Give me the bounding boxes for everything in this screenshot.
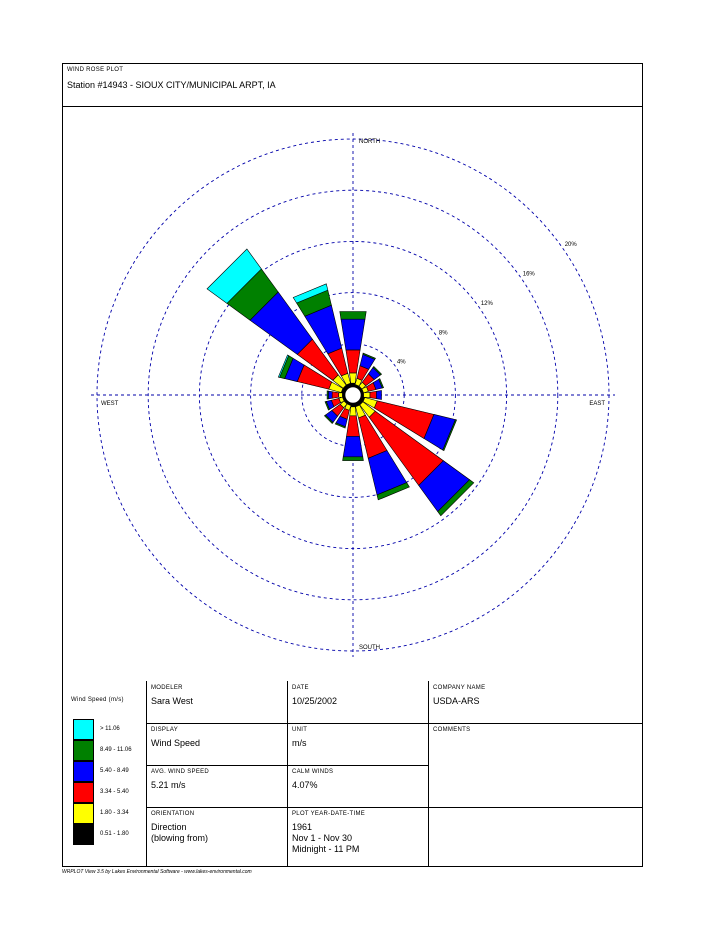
legend-label: 5.40 - 8.49 — [100, 768, 129, 774]
footer-credit: WRPLOT View 3.5 by Lakes Environmental Software - www.lakes-environmental.com — [62, 869, 252, 875]
display-value: Wind Speed — [151, 738, 201, 748]
calm-circle — [345, 387, 361, 403]
petal-segment — [376, 391, 381, 400]
petal-segment — [346, 350, 360, 373]
petal-segment — [339, 393, 343, 398]
ring-label: 20% — [564, 242, 577, 249]
petal-segment — [343, 436, 363, 457]
legend-swatch — [73, 782, 94, 803]
unit-value: m/s — [292, 738, 307, 748]
petal-segment — [364, 392, 370, 397]
label-west: WEST — [101, 401, 119, 407]
label-south: SOUTH — [359, 645, 380, 651]
wind-rose-chart — [63, 107, 642, 681]
petal-segment — [350, 407, 357, 416]
legend-label: > 11.06 — [100, 726, 120, 732]
ring-label: 4% — [396, 359, 406, 366]
avg-speed-caption: AVG. WIND SPEED — [151, 769, 210, 775]
petal-segment — [332, 392, 338, 399]
legend-swatch — [73, 740, 94, 761]
info-panel — [63, 681, 642, 866]
petal-segment — [340, 312, 366, 320]
orientation-line2: (blowing from) — [151, 833, 209, 843]
petal-segment — [370, 391, 376, 398]
legend-label: 0.51 - 1.80 — [100, 831, 129, 837]
petal-segment — [350, 373, 357, 383]
avg-speed-value: 5.21 m/s — [151, 780, 186, 790]
legend-swatch — [73, 824, 94, 845]
label-north: NORTH — [359, 139, 381, 145]
station-title: Station #14943 - SIOUX CITY/MUNICIPAL ARPT, IA — [67, 80, 276, 90]
petal-segment — [327, 391, 328, 399]
petal-segment — [343, 457, 364, 461]
legend-swatch — [73, 761, 94, 782]
orientation-caption: ORIENTATION — [151, 811, 195, 817]
modeler-caption: MODELER — [151, 685, 183, 691]
plot-year-value: 1961 — [292, 822, 313, 832]
modeler-value: Sara West — [151, 696, 193, 706]
legend-swatch — [73, 719, 94, 740]
orientation-line1: Direction — [151, 822, 187, 832]
ring-label: 16% — [522, 271, 535, 278]
plot-header — [63, 64, 642, 107]
legend-label: 8.49 - 11.06 — [100, 747, 132, 753]
display-caption: DISPLAY — [151, 727, 178, 733]
calm-winds-caption: CALM WINDS — [292, 769, 334, 775]
date-caption: DATE — [292, 685, 309, 691]
plot-dates-value: Nov 1 - Nov 30 — [292, 833, 353, 843]
legend-label: 3.34 - 5.40 — [100, 789, 129, 795]
date-value: 10/25/2002 — [292, 696, 338, 706]
company-caption: COMPANY NAME — [433, 685, 486, 691]
comments-caption: COMMENTS — [433, 727, 471, 733]
unit-caption: UNIT — [292, 727, 308, 733]
ring-label: 8% — [438, 330, 448, 337]
petal-segment — [347, 416, 360, 437]
petal-segment — [341, 319, 365, 350]
calm-winds-value: 4.07% — [292, 780, 318, 790]
wind-rose-frame — [62, 63, 643, 867]
label-east: EAST — [589, 401, 605, 407]
company-value: USDA-ARS — [433, 696, 480, 706]
plot-time-value: Midnight - 11 PM — [292, 844, 360, 854]
petal-segment — [328, 391, 332, 399]
ring-label: 12% — [480, 300, 493, 307]
legend-title: Wind Speed (m/s) — [71, 697, 124, 703]
plot-caption: WIND ROSE PLOT — [67, 67, 124, 73]
legend-label: 1.80 - 3.34 — [100, 810, 129, 816]
plot-year-caption: PLOT YEAR-DATE-TIME — [292, 811, 366, 817]
legend-swatch — [73, 803, 94, 824]
